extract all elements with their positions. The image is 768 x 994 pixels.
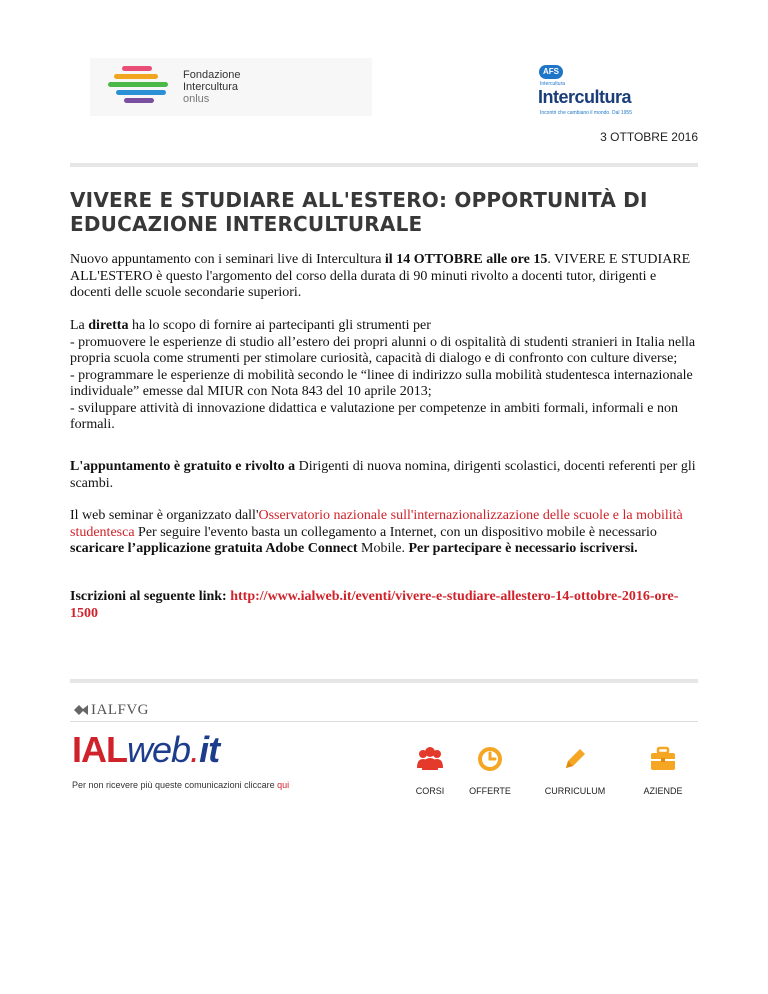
newsletter-date: 3 OTTOBRE 2016 <box>600 130 698 144</box>
afs-logo-tagline: Incontri che cambiano il mondo. Dal 1955 <box>540 110 632 116</box>
ialweb-web: web <box>127 729 191 770</box>
paragraph-intro <box>70 252 698 302</box>
fondazione-logo-text <box>183 69 241 105</box>
fondazione-line-1: Fondazione <box>183 69 241 81</box>
fondazione-line-2: Intercultura <box>183 81 239 93</box>
unsubscribe-link[interactable]: qui <box>277 780 290 790</box>
audience-bold: L'appuntamento è gratuito e rivolto a <box>70 459 296 474</box>
audience-text: Dirigenti di nuova nomina, dirigenti scolastici, docenti referenti per gli scambi. <box>70 459 696 491</box>
header-divider <box>70 163 698 167</box>
footer-thin-divider <box>70 721 698 722</box>
pencil-icon <box>560 744 590 774</box>
nav-offerte[interactable] <box>450 744 530 796</box>
paragraph-objectives <box>70 318 698 434</box>
unsubscribe-line <box>72 780 289 790</box>
intro-text-c: . VIVERE E STUDIARE ALL'ESTERO è questo l'argomento del corso della durata di 90 minuti rivolto a docenti tutor, dirigenti e docenti delle scuole secondarie superiori. <box>70 252 691 300</box>
ialfvg-mark-icon <box>74 705 88 715</box>
fondazione-line-3: onlus <box>183 93 210 105</box>
adobe-connect-bold: scaricare l’applicazione gratuita Adobe Connect <box>70 541 358 556</box>
nav-corsi-label: CORSI <box>415 786 445 796</box>
nav-curriculum-label: CURRICULUM <box>544 786 606 796</box>
objectives-item-2: - programmare le esperienze di mobilità secondo le “linee di indirizzo sulla mobilità studentesca internazionale individuale” emesse dal MIUR con Nota 843 del 10 aprile 2013; <box>70 367 693 399</box>
ialweb-dot: . <box>190 729 200 770</box>
footer-divider <box>70 679 698 683</box>
ialweb-ial: IAL <box>72 729 127 770</box>
objectives-bold: diretta <box>88 318 129 333</box>
registration-link[interactable]: http://www.ialweb.it/eventi/vivere-e-studiare-allestero-14-ottobre-2016-ore-1500 <box>70 589 679 621</box>
unsubscribe-text: Per non ricevere più queste comunicazioni cliccare <box>72 780 278 790</box>
briefcase-icon <box>648 744 678 774</box>
registration-required: Per partecipare è necessario iscriversi. <box>408 541 638 556</box>
organizer-text-d: Mobile. <box>357 541 409 556</box>
article-title: VIVERE E STUDIARE ALL'ESTERO: OPPORTUNITÀ DI EDUCAZIONE INTERCULTURALE <box>70 188 648 236</box>
paragraph-organizer <box>70 508 698 558</box>
nav-curriculum[interactable] <box>535 744 615 796</box>
osservatorio-link[interactable]: Osservatorio nazionale sull'internazionalizzazione delle scuole e la mobilità studentesca <box>70 508 683 540</box>
afs-intercultura-logo[interactable] <box>534 59 654 121</box>
fondazione-stripes-icon <box>108 64 178 110</box>
afs-logo-title: Intercultura <box>538 87 632 107</box>
paragraph-audience <box>70 459 698 492</box>
ialfvg-text: IALFVG <box>91 702 149 718</box>
nav-offerte-label: OFFERTE <box>469 786 511 796</box>
organizer-text-a: Il web seminar è organizzato dall' <box>70 508 259 523</box>
objectives-text-a: La <box>70 318 89 333</box>
afs-badge: AFS <box>539 65 563 79</box>
afs-small-label: Intercultura <box>540 81 566 87</box>
fondazione-intercultura-logo[interactable] <box>90 58 372 116</box>
header-logos <box>70 55 698 125</box>
registration-label: Iscrizioni al seguente link: <box>70 589 231 604</box>
objectives-text-c: ha lo scopo di fornire ai partecipanti gli strumenti per <box>128 318 431 333</box>
nav-aziende-label: AZIENDE <box>643 786 683 796</box>
users-icon <box>415 744 445 774</box>
objectives-item-1: - promuovere le esperienze di studio all’estero dei propri alunni o di ospitalità di studenti stranieri in Italia nella propria scuola come strumenti per stimolare curiosità, capacità di dialogo e di confronto con culture diverse; <box>70 334 696 366</box>
paragraph-registration <box>70 589 698 622</box>
ialweb-it: it <box>199 729 220 770</box>
ialfvg-logo[interactable] <box>74 702 149 719</box>
clock-icon <box>475 744 505 774</box>
objectives-item-3: - sviluppare attività di innovazione didattica e valutazione per competenze in ambiti formali, informali e non formali. <box>70 400 679 432</box>
intro-date: il 14 OTTOBRE alle ore 15 <box>384 252 548 267</box>
organizer-text-b: Per seguire l'evento basta un collegamento a Internet, con un dispositivo mobile è necessario <box>134 524 657 540</box>
intro-text-a: Nuovo appuntamento con i seminari live di Intercultura <box>70 252 385 267</box>
ialweb-logo[interactable] <box>72 730 219 770</box>
nav-aziende[interactable] <box>623 744 703 796</box>
